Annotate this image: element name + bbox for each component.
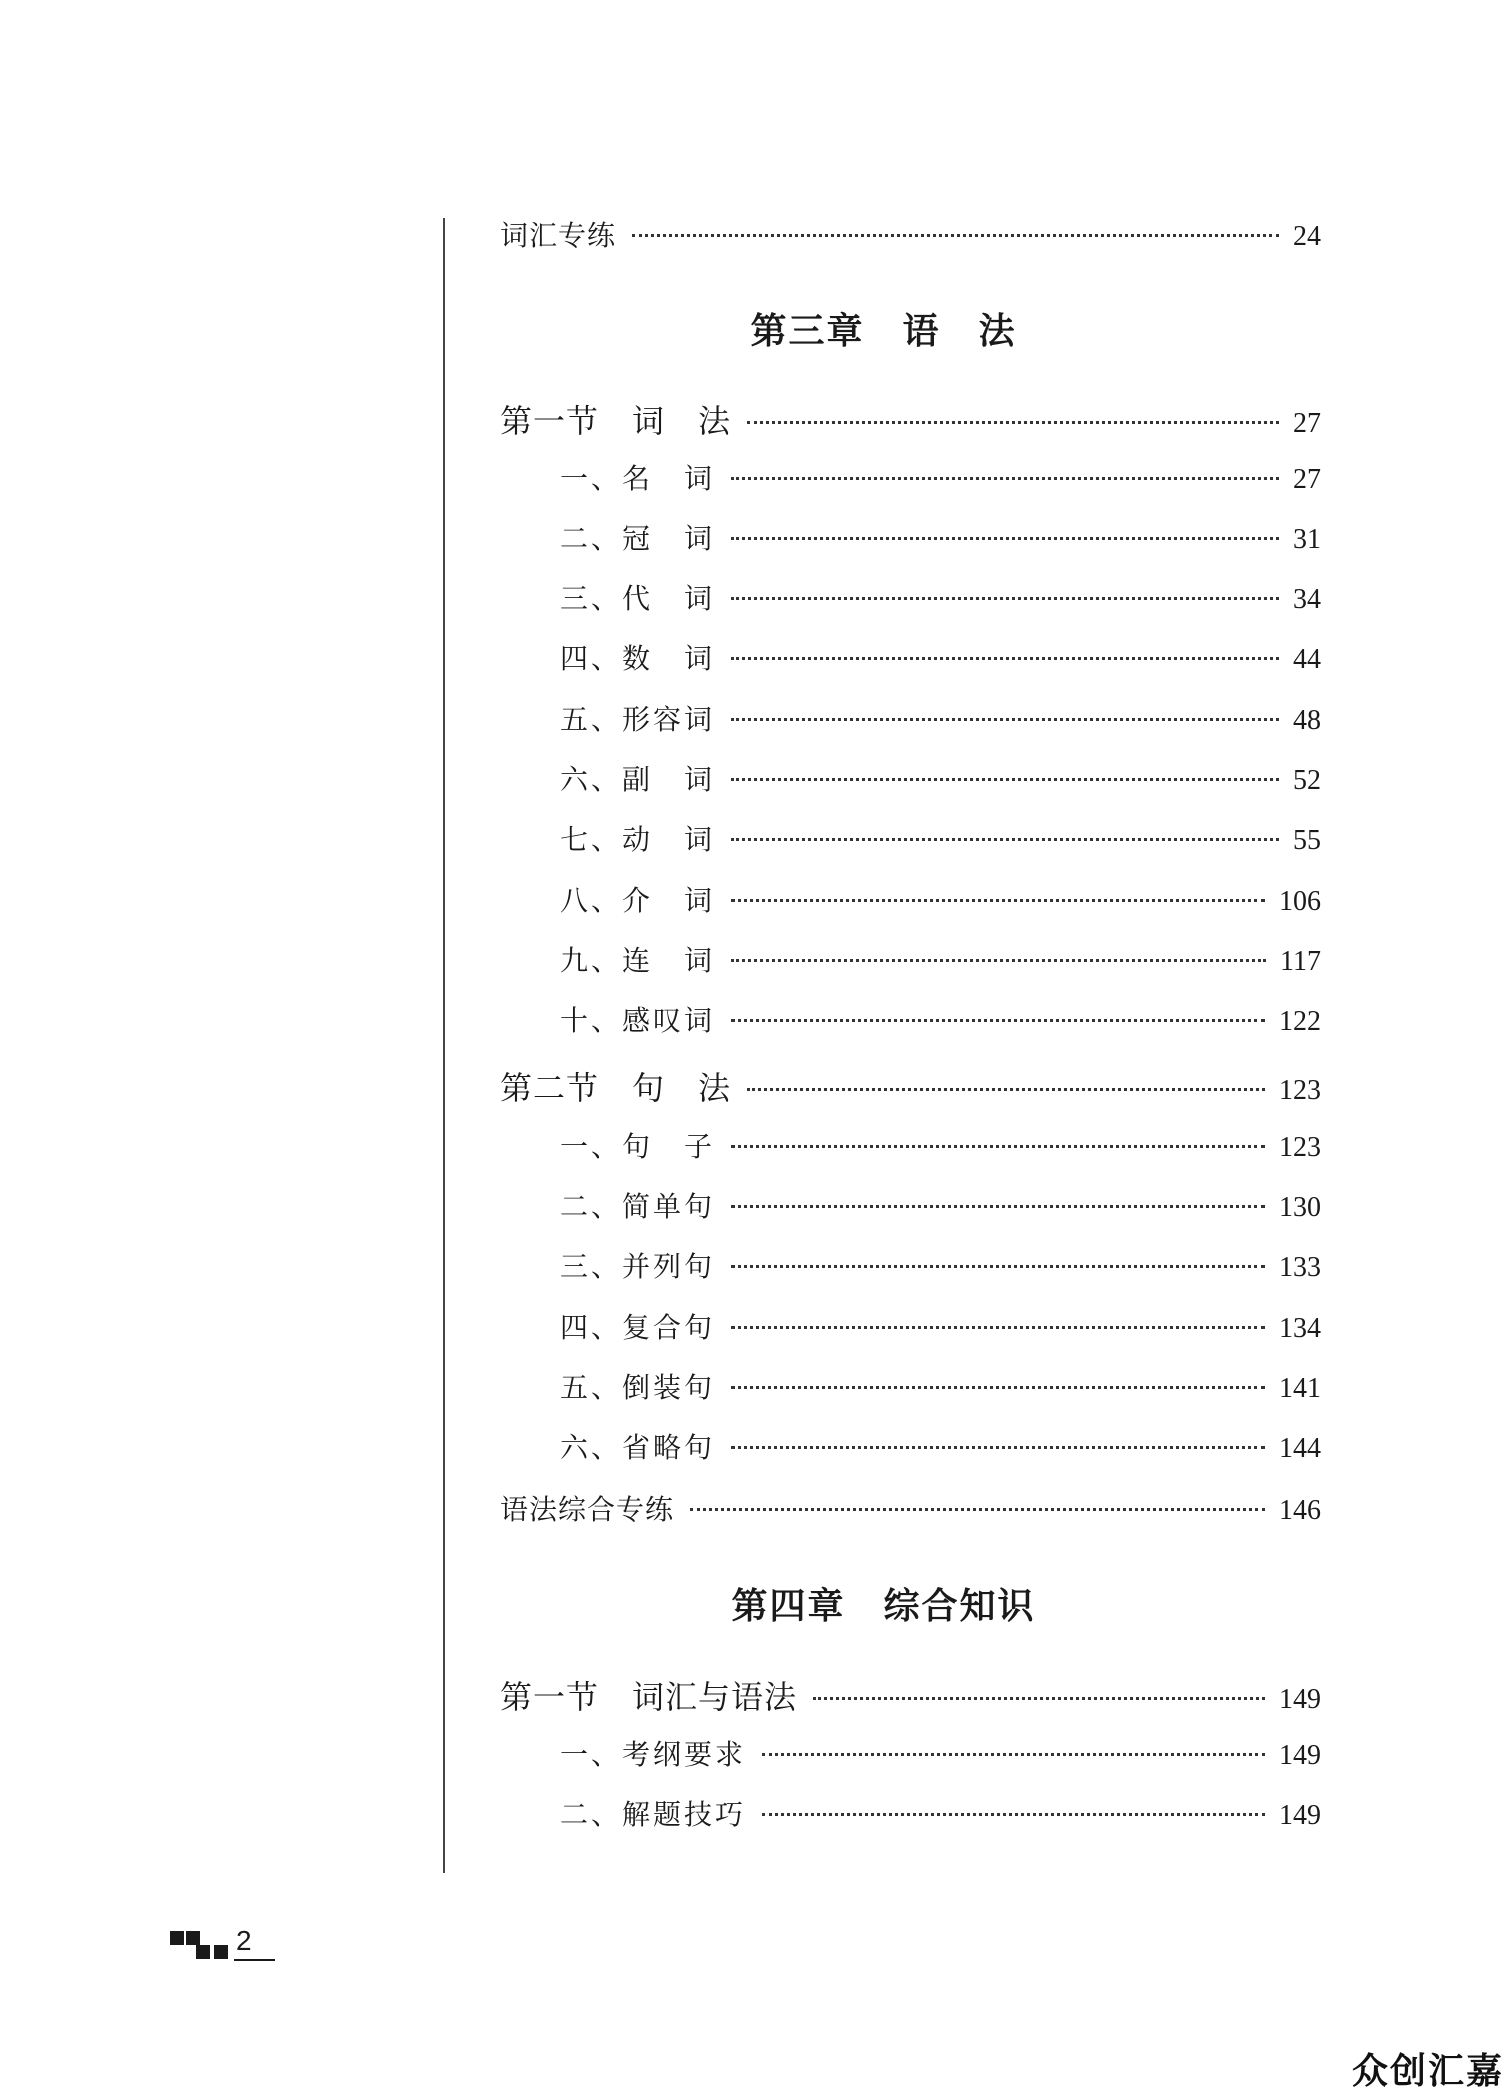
chapter-4-heading: 第四章 综合知识 [731, 1586, 1036, 1627]
toc-item-page: 134 [1279, 1313, 1321, 1344]
toc-section-page: 149 [1279, 1684, 1321, 1715]
dot-leader [731, 1386, 1265, 1389]
dot-leader [731, 1446, 1265, 1449]
toc-item-label: 十、感叹词 [560, 1004, 716, 1037]
watermark-logo: 众创汇嘉 [1351, 2051, 1504, 2092]
dot-leader [731, 838, 1279, 841]
toc-item-label: 八、介 词 [560, 884, 716, 917]
dot-leader [731, 597, 1279, 600]
toc-entry-label: 词汇专练 [500, 219, 617, 252]
dot-leader [813, 1697, 1265, 1700]
toc-item-label: 三、代 词 [560, 582, 716, 615]
toc-item-label: 四、数 词 [560, 642, 716, 675]
toc-item-label: 七、动 词 [560, 823, 716, 856]
toc-item-page: 149 [1279, 1800, 1321, 1831]
toc-item[interactable] [560, 939, 1321, 983]
toc-section-label: 第一节 词汇与语法 [500, 1678, 798, 1716]
toc-item-label: 二、解题技巧 [560, 1798, 747, 1831]
dot-leader [731, 899, 1265, 902]
toc-item[interactable] [560, 1733, 1321, 1777]
dot-leader [632, 234, 1279, 237]
toc-item-page: 106 [1279, 886, 1321, 917]
toc-item-page: 31 [1293, 524, 1321, 555]
toc-item-page: 34 [1293, 584, 1321, 615]
dot-leader [731, 1145, 1265, 1148]
toc-item-page: 52 [1293, 765, 1321, 796]
toc-item-page: 144 [1279, 1433, 1321, 1464]
toc-item-label: 二、简单句 [560, 1190, 716, 1223]
dot-leader [731, 657, 1279, 660]
toc-section-1[interactable] [500, 396, 1321, 440]
toc-entry-label: 语法综合专练 [500, 1493, 675, 1526]
toc-item-label: 五、形容词 [560, 703, 716, 736]
toc-item-page: 133 [1279, 1252, 1321, 1283]
toc-item-page: 130 [1279, 1192, 1321, 1223]
dot-leader [747, 1088, 1265, 1091]
toc-item-page: 122 [1279, 1006, 1321, 1037]
toc-item-label: 一、句 子 [560, 1130, 716, 1163]
toc-item-label: 六、副 词 [560, 763, 716, 796]
toc-item-page: 123 [1279, 1132, 1321, 1163]
toc-section-label: 第二节 句 法 [500, 1069, 732, 1107]
toc-item[interactable] [560, 577, 1321, 621]
dot-leader [731, 1205, 1265, 1208]
dot-leader [762, 1753, 1265, 1756]
toc-item-page: 55 [1293, 825, 1321, 856]
toc-item[interactable] [560, 1245, 1321, 1289]
dot-leader [690, 1508, 1265, 1511]
dot-leader [731, 477, 1279, 480]
toc-item-label: 九、连 词 [560, 944, 716, 977]
page-number-underline [234, 1959, 275, 1961]
footer-square-icon [196, 1945, 210, 1959]
toc-item[interactable] [560, 698, 1321, 742]
toc-entry-grammar-practice[interactable] [500, 1488, 1321, 1532]
toc-item-label: 三、并列句 [560, 1250, 716, 1283]
toc-item-label: 六、省略句 [560, 1431, 716, 1464]
toc-item-label: 二、冠 词 [560, 522, 716, 555]
dot-leader [762, 1813, 1265, 1816]
toc-entry-page: 146 [1279, 1495, 1321, 1526]
toc-item-page: 44 [1293, 644, 1321, 675]
dot-leader [731, 959, 1266, 962]
toc-item-label: 四、复合句 [560, 1311, 716, 1344]
toc-section-page: 123 [1279, 1075, 1321, 1106]
toc-item[interactable] [560, 879, 1321, 923]
toc-item[interactable] [560, 999, 1321, 1043]
dot-leader [731, 1019, 1265, 1022]
toc-item-page: 149 [1279, 1740, 1321, 1771]
toc-item[interactable] [560, 758, 1321, 802]
dot-leader [747, 421, 1279, 424]
footer-square-icon [170, 1931, 184, 1945]
toc-item[interactable] [560, 637, 1321, 681]
toc-item-page: 117 [1280, 946, 1321, 977]
dot-leader [731, 718, 1279, 721]
toc-item[interactable] [560, 1185, 1321, 1229]
toc-item[interactable] [560, 1793, 1321, 1837]
dot-leader [731, 1326, 1265, 1329]
dot-leader [731, 1265, 1265, 1268]
toc-item-page: 48 [1293, 705, 1321, 736]
toc-section-page: 27 [1293, 408, 1321, 439]
toc-section-label: 第一节 词 法 [500, 402, 732, 440]
toc-item[interactable] [560, 1306, 1321, 1350]
toc-item[interactable] [560, 1426, 1321, 1470]
toc-item-page: 141 [1279, 1373, 1321, 1404]
toc-item-page: 27 [1293, 464, 1321, 495]
chapter-3-heading: 第三章 语 法 [750, 311, 1017, 352]
toc-section-2[interactable] [500, 1063, 1321, 1107]
toc-item[interactable] [560, 818, 1321, 862]
footer-square-icon [214, 1945, 228, 1959]
toc-entry-page: 24 [1293, 221, 1321, 252]
page-number: 2 [236, 1925, 252, 1956]
toc-item-label: 五、倒装句 [560, 1371, 716, 1404]
footer-square-icon [186, 1931, 200, 1945]
toc-item-label: 一、名 词 [560, 462, 716, 495]
toc-item[interactable] [560, 517, 1321, 561]
toc-item[interactable] [560, 1366, 1321, 1410]
dot-leader [731, 537, 1279, 540]
toc-item-label: 一、考纲要求 [560, 1738, 747, 1771]
toc-item[interactable] [560, 457, 1321, 501]
dot-leader [731, 778, 1279, 781]
toc-section-4-1[interactable] [500, 1672, 1321, 1716]
page-footer [170, 1925, 275, 1965]
toc-item[interactable] [560, 1125, 1321, 1169]
toc-entry-vocab-practice[interactable] [500, 214, 1321, 258]
